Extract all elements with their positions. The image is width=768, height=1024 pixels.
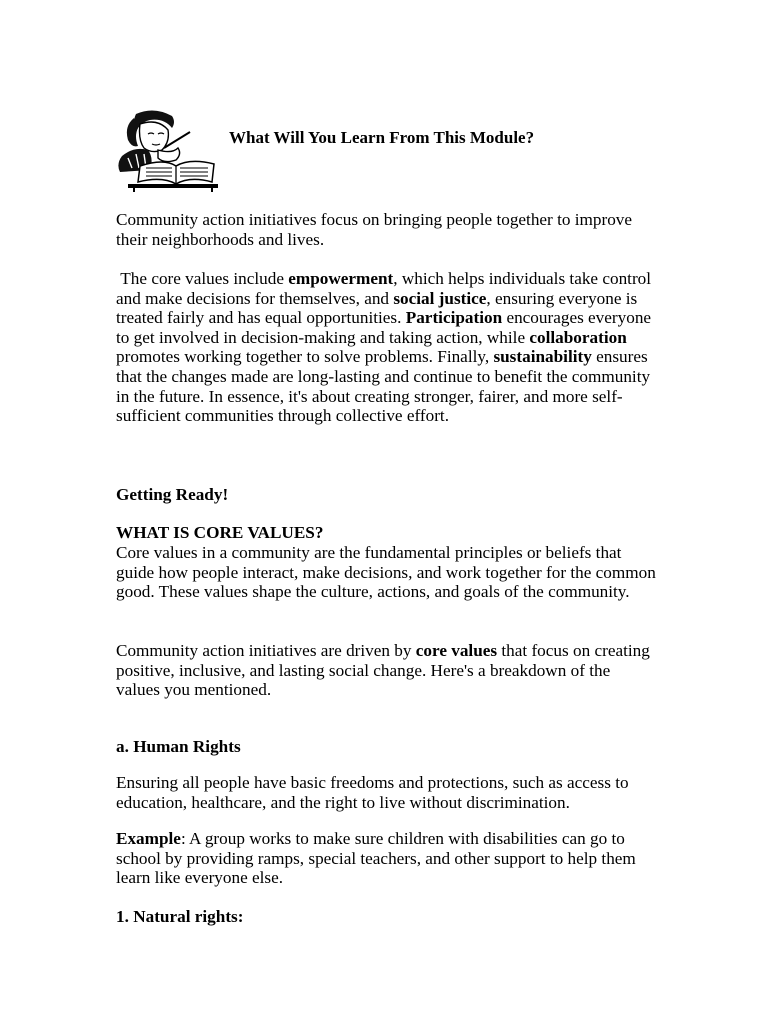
text-segment: ensures that the changes made are long-lasting and continue to benefit the community in the future. In essence, it's about creating stronger, fairer, and more self-sufficient communities through collective effort. — [116, 347, 655, 426]
text-segment: encourages everyone to get involved in decision-making and taking action, while — [116, 308, 656, 347]
core-values-term: core values — [415, 641, 498, 660]
social-justice-term: social justice — [393, 288, 487, 308]
example-paragraph — [116, 829, 656, 888]
sustainability-term: sustainability — [493, 347, 592, 367]
example-label: Example — [116, 829, 181, 848]
collaboration-term: collaboration — [529, 327, 627, 347]
module-title: What Will You Learn From This Module? — [229, 128, 535, 147]
text-segment: Community action initiatives are driven by — [116, 641, 416, 660]
what-is-core-values-heading: WHAT IS CORE VALUES? — [116, 523, 324, 542]
what-is-core-values-paragraph: Core values in a community are the fundamental principles or beliefs that guide how people interact, make decisions, and work together for the common good. These values shape the culture, actions, and goals of the community. — [116, 543, 656, 602]
text-segment: that focus on creating positive, inclusive, and lasting social change. Here's a breakdown of the values you mentioned. — [116, 641, 650, 700]
intro-paragraph: Community action initiatives focus on bringing people together to improve their neighborhoods and lives. — [116, 210, 633, 249]
human-rights-paragraph: Ensuring all people have basic freedoms and protections, such as access to education, healthcare, and the right to live without discrimination. — [116, 773, 629, 812]
human-rights-heading: a. Human Rights — [116, 737, 241, 756]
core-values-paragraph — [116, 269, 656, 426]
participation-term: Participation — [405, 308, 503, 328]
text-segment: , which helps individuals take control and make decisions for themselves, and — [116, 269, 656, 308]
reading-student-icon — [114, 108, 220, 192]
text-segment: promotes working together to solve problems. Finally, — [116, 327, 632, 367]
text-segment: The core values include — [116, 269, 289, 288]
text-segment: : A group works to make sure children with disabilities can go to school by providing ramps, special teachers, and other support to help them learn like everyone else. — [116, 829, 636, 888]
empowerment-term: empowerment — [288, 269, 394, 288]
driven-by-core-values-paragraph — [116, 641, 656, 700]
text-segment: , ensuring everyone is treated fairly and has equal opportunities. — [116, 288, 642, 328]
getting-ready-heading: Getting Ready! — [116, 485, 229, 504]
natural-rights-heading: 1. Natural rights: — [116, 907, 244, 926]
